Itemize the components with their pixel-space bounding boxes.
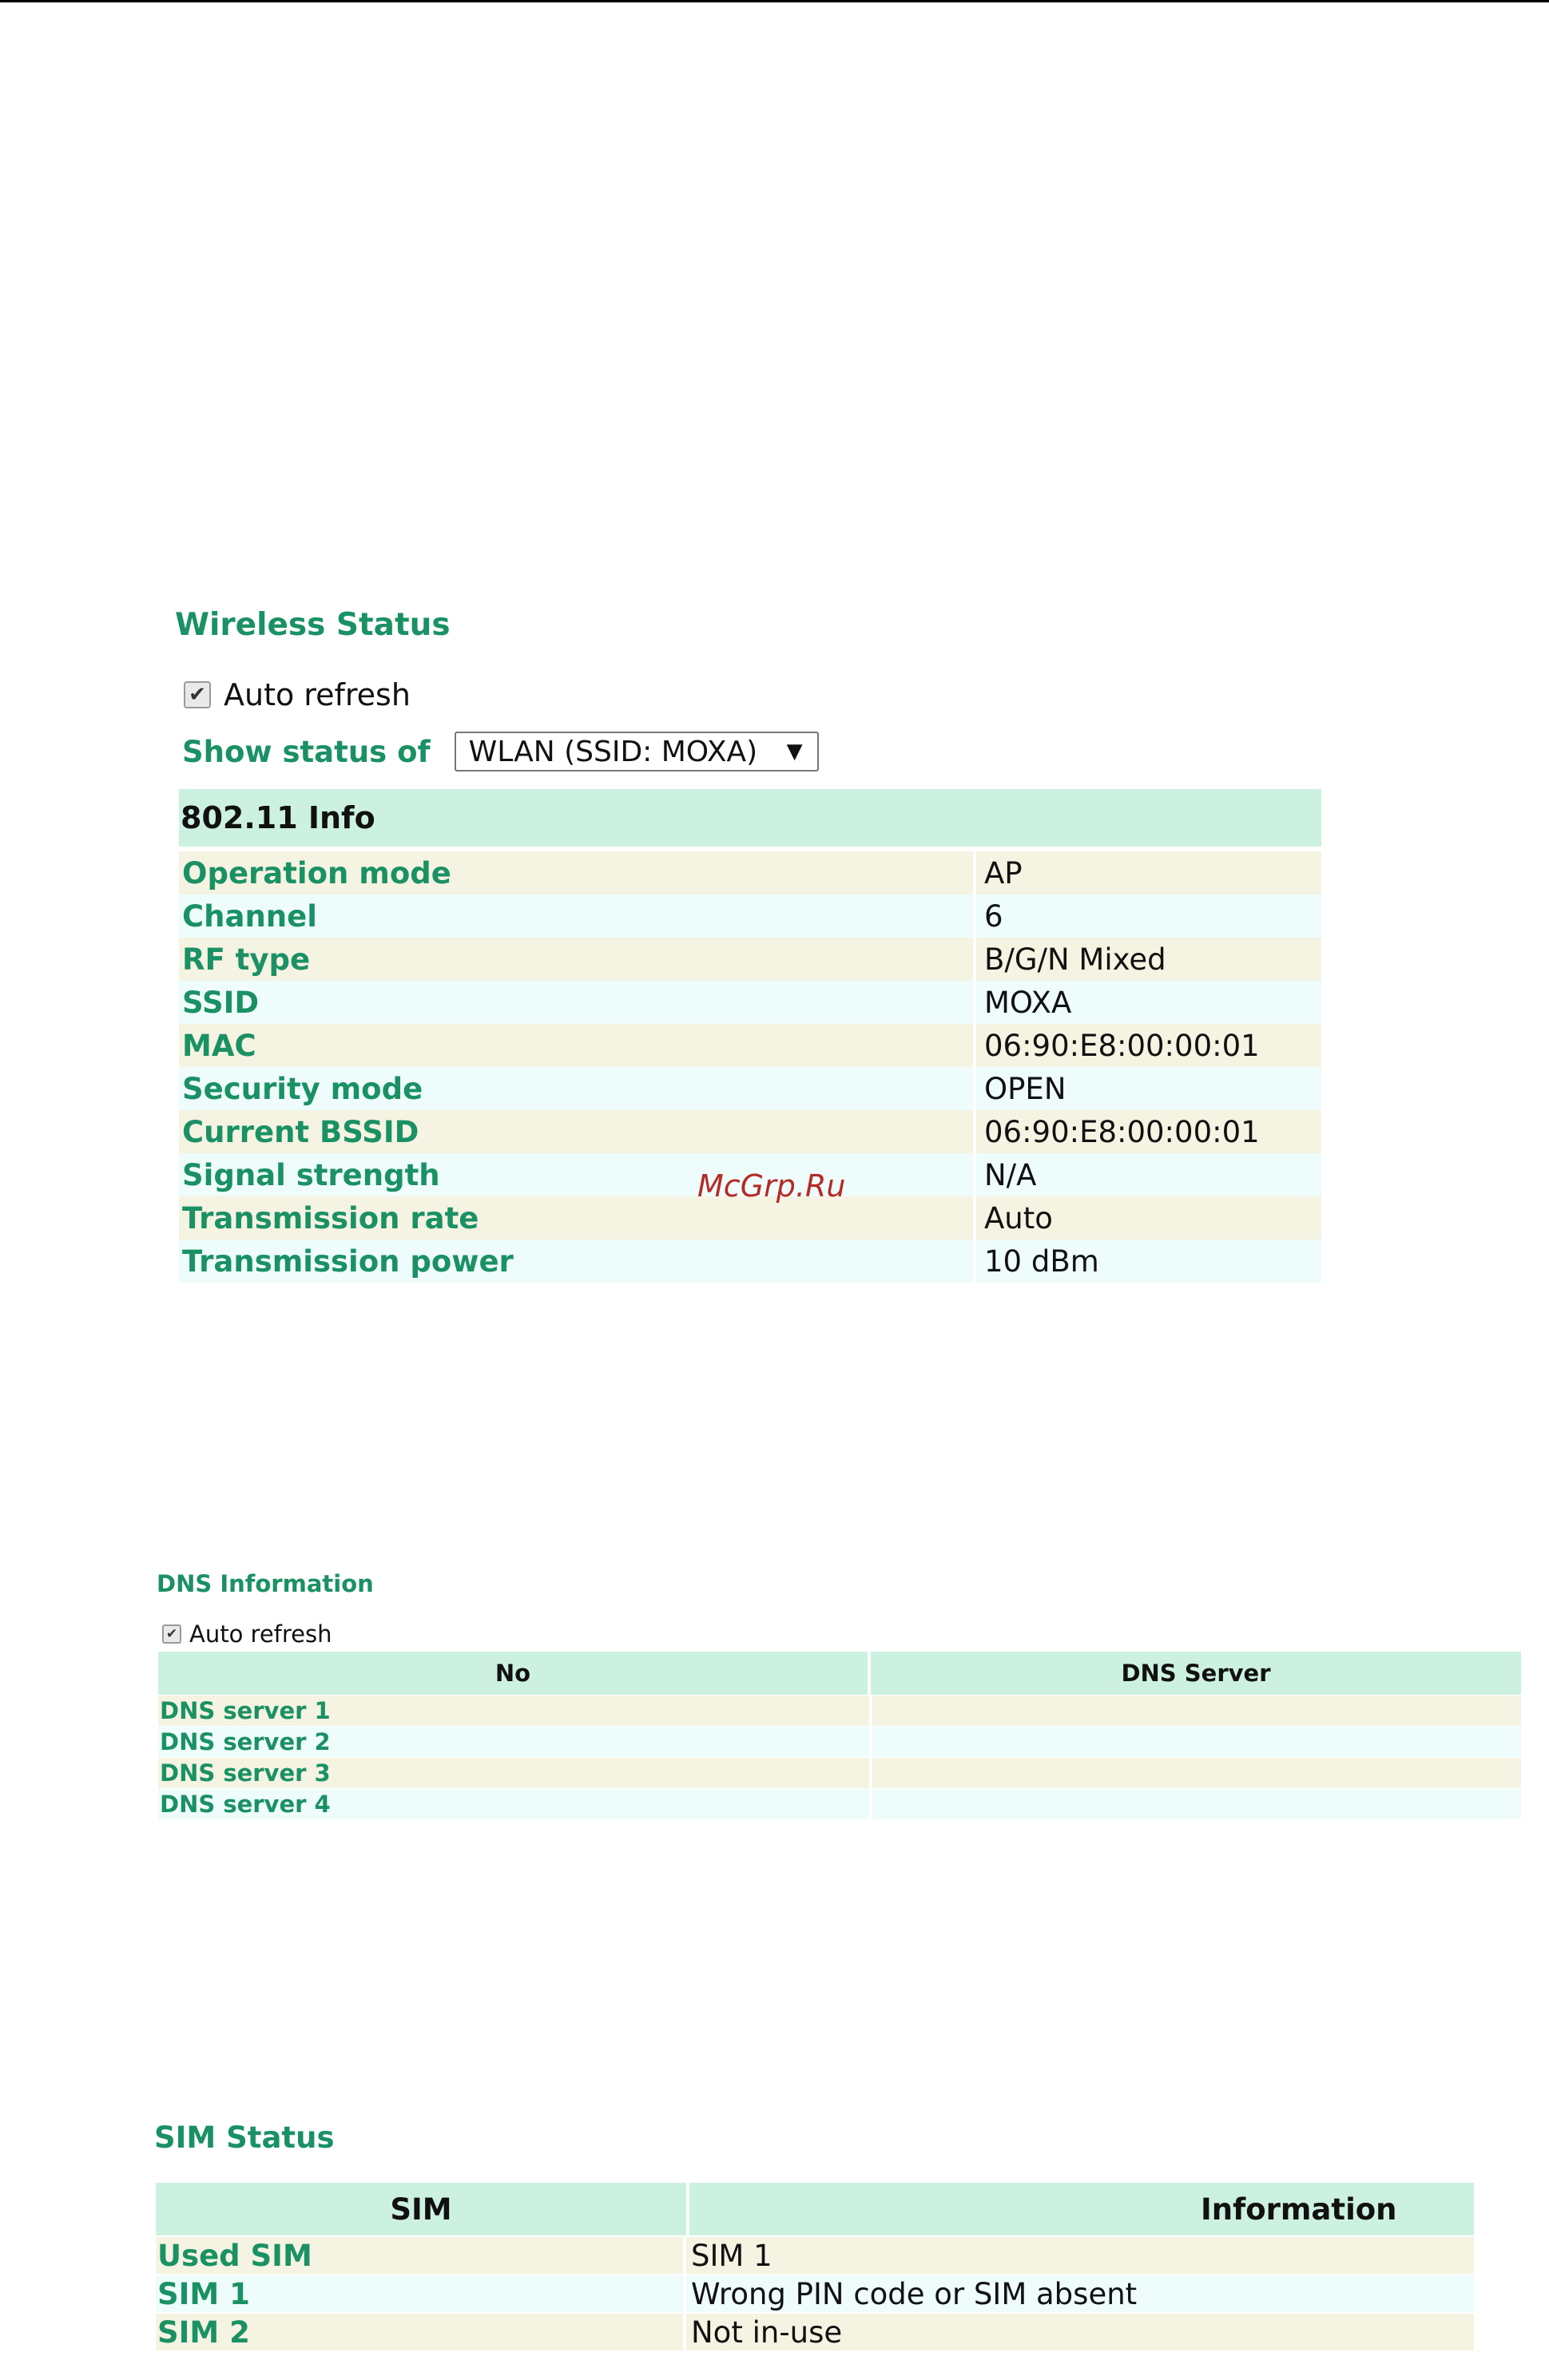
row-label: Transmission rate	[182, 1200, 479, 1236]
row-value: Not in-use	[691, 2315, 843, 2350]
table-row	[179, 1240, 1321, 1283]
watermark: McGrp.Ru	[697, 1168, 846, 1204]
wireless-info-table	[179, 789, 1321, 1283]
dns-auto-refresh[interactable]	[162, 1620, 332, 1648]
row-label: MAC	[182, 1028, 256, 1063]
table-row	[179, 938, 1321, 981]
table-row	[179, 851, 1321, 894]
table-header-row	[156, 2183, 1474, 2235]
row-label: RF type	[182, 942, 311, 977]
sim-table	[156, 2183, 1474, 2350]
row-label: DNS server 2	[158, 1727, 872, 1757]
row-value	[872, 1696, 1521, 1726]
page-top-rule	[0, 0, 1549, 2]
show-status-label: Show status of	[182, 734, 431, 769]
auto-refresh-checkbox[interactable]: ✔	[184, 681, 211, 708]
row-value: Auto	[973, 1196, 1321, 1240]
row-label: Operation mode	[182, 855, 451, 891]
row-label: SSID	[182, 985, 260, 1020]
show-status-select[interactable]	[455, 732, 819, 772]
table-row	[179, 981, 1321, 1024]
table-row	[158, 1696, 1521, 1726]
auto-refresh-checkbox[interactable]: ✔	[162, 1624, 181, 1644]
row-label: DNS server 1	[158, 1696, 872, 1726]
row-label: Security mode	[182, 1071, 423, 1106]
wireless-auto-refresh[interactable]	[184, 677, 411, 712]
table-header-row	[158, 1652, 1521, 1695]
row-value	[872, 1789, 1521, 1819]
auto-refresh-label: Auto refresh	[189, 1620, 332, 1648]
show-status-row	[182, 732, 819, 772]
row-label: DNS server 3	[158, 1758, 872, 1788]
table-row	[179, 1067, 1321, 1110]
table-row	[179, 1024, 1321, 1067]
table-row	[158, 1789, 1521, 1819]
table-header: 802.11 Info	[179, 789, 1321, 847]
table-row	[179, 1110, 1321, 1153]
show-status-value: WLAN (SSID: MOXA)	[468, 735, 758, 768]
row-value: 06:90:E8:00:00:01	[973, 1110, 1321, 1153]
row-value: B/G/N Mixed	[973, 938, 1321, 981]
row-value: 06:90:E8:00:00:01	[973, 1024, 1321, 1067]
table-row	[179, 894, 1321, 938]
row-value: N/A	[973, 1153, 1321, 1196]
row-value: SIM 1	[691, 2238, 773, 2273]
dns-information-title: DNS Information	[157, 1570, 374, 1597]
row-label: Transmission power	[182, 1244, 514, 1279]
sim-status-title: SIM Status	[154, 2120, 335, 2155]
wireless-status-title: Wireless Status	[175, 607, 451, 643]
row-value: MOXA	[973, 981, 1321, 1024]
column-header-dns-server: DNS Server	[1121, 1660, 1271, 1687]
row-label: Signal strength	[182, 1157, 440, 1192]
row-label: SIM 1	[156, 2275, 686, 2312]
row-value: OPEN	[973, 1067, 1321, 1110]
row-value	[872, 1758, 1521, 1788]
row-value	[872, 1727, 1521, 1757]
row-value: 10 dBm	[973, 1240, 1321, 1283]
column-header-sim: SIM	[156, 2183, 689, 2235]
row-label: Channel	[182, 898, 317, 934]
table-row	[158, 1758, 1521, 1788]
row-label: DNS server 4	[158, 1789, 872, 1819]
dropdown-arrow-icon: ▼	[786, 740, 803, 764]
row-label: Used SIM	[156, 2237, 686, 2274]
row-label: Current BSSID	[182, 1114, 419, 1149]
row-label: SIM 2	[156, 2314, 686, 2350]
column-header-information: Information	[1201, 2192, 1397, 2227]
dns-table	[158, 1652, 1521, 1819]
table-row	[156, 2237, 1474, 2274]
table-row	[156, 2275, 1474, 2312]
row-value: Wrong PIN code or SIM absent	[691, 2276, 1138, 2311]
row-value: 6	[973, 894, 1321, 938]
column-header-no: No	[158, 1652, 871, 1695]
row-value: AP	[973, 851, 1321, 894]
table-row	[158, 1727, 1521, 1757]
auto-refresh-label: Auto refresh	[224, 677, 411, 712]
table-row	[156, 2314, 1474, 2350]
